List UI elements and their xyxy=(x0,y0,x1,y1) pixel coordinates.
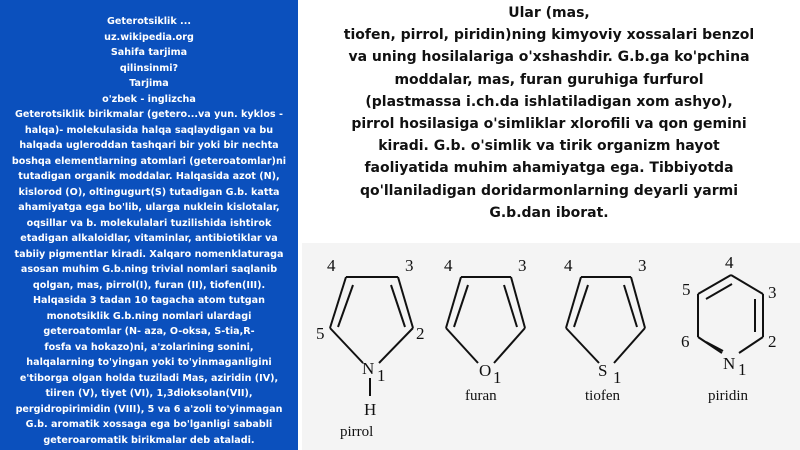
piridin-position-2: 2 xyxy=(768,332,777,351)
text-line: halqada ugleroddan tashqari bir yoki bir nechta xyxy=(19,140,279,151)
furan-position-4: 4 xyxy=(444,256,453,275)
text-line: etadigan alkaloidlar, vitaminlar, antibiotiklar va xyxy=(20,233,278,244)
text-line: qolgan, mas, pirrol(I), furan (II), tiofen(III). xyxy=(32,279,266,291)
text-line: qo'llaniladigan doridarmonlarning deyarli yarmi xyxy=(359,182,739,199)
text-line: boshqa elementlarning atomlari (geteroatomlar)ni xyxy=(11,155,287,167)
piridin-heteroatom-index: 1 xyxy=(738,360,747,379)
text-line: Geterotsiklik ... xyxy=(107,16,191,27)
pirrol-heteroatom-index: 1 xyxy=(377,366,386,385)
piridin-position-4: 4 xyxy=(725,253,734,272)
text-line: tutadigan organik moddalar. Halqasida azot (N), xyxy=(18,171,280,182)
text-line: asosan muhim G.b.ning trivial nomlari saqlanib xyxy=(20,264,278,275)
pirrol-position-3: 3 xyxy=(405,256,414,275)
piridin-position-5: 5 xyxy=(682,280,691,299)
text-line: tiiren (V), tiyet (VI), 1,3dioksolan(VII), xyxy=(45,388,253,399)
piridin-heteroatom: N xyxy=(723,354,736,373)
piridin-position-3: 3 xyxy=(768,283,777,302)
furan-heteroatom-index: 1 xyxy=(493,368,502,387)
text-line: monotsiklik G.b.ning nomlari ulardagi xyxy=(46,310,252,322)
text-line: pirrol hosilasiga o'simliklar xlorofili va qon gemini xyxy=(351,116,747,133)
heterocycles-diagram xyxy=(302,243,800,450)
tiofen-structure xyxy=(566,277,645,363)
tiofen-heteroatom: S xyxy=(598,361,608,380)
text-line: oqsillar va b. molekulalari tuzilishida ishtirok xyxy=(26,217,272,229)
text-line: (plastmassa i.ch.da ishlatiladigan xom ashyo), xyxy=(365,93,733,110)
pirrol-position-2: 2 xyxy=(416,324,425,343)
text-line: halqalarning to'yingan yoki to'yinmaganligini xyxy=(26,357,272,368)
tiofen-position-4: 4 xyxy=(564,256,573,275)
text-line: Sahifa tarjima xyxy=(110,47,188,58)
heterocycles-figure xyxy=(302,243,800,450)
text-line: ahamiyatga ega bo'lib, ularga nuklein kislotalar, xyxy=(18,202,280,213)
wiki-snippet-panel xyxy=(0,0,298,450)
wiki-snippet-text xyxy=(4,14,294,448)
tiofen-position-3: 3 xyxy=(638,256,647,275)
pirrol-structure xyxy=(330,277,413,396)
text-line: Halqasida 3 tadan 10 tagacha atom tutgan xyxy=(33,295,265,306)
text-line: kislorod (O), oltingugurt(S) tutadigan G.b. katta xyxy=(18,186,280,198)
text-line: e'tiborga olgan holda tuziladi Mas, aziridin (IV), xyxy=(19,372,279,384)
main-text xyxy=(302,2,796,224)
tiofen-name: tiofen xyxy=(585,388,620,404)
text-line: geteroaromatik birikmalar deb ataladi. xyxy=(43,434,255,446)
text-line: Tarjima xyxy=(129,78,169,89)
tiofen-heteroatom-index: 1 xyxy=(613,368,622,387)
pirrol-name: pirrol xyxy=(340,424,374,440)
text-line: halqa)- molekulasida halqa saqlaydigan va bu xyxy=(24,124,274,136)
furan-structure xyxy=(446,277,525,363)
text-line: Ular (mas, xyxy=(508,5,590,21)
text-line: tiofen, pirrol, piridin)ning kimyoviy xossalari benzol xyxy=(343,27,755,44)
furan-name: furan xyxy=(465,388,497,404)
text-line: geteroatomlar (N- aza, O-oksa, S-tia,R- xyxy=(43,326,255,337)
furan-heteroatom: O xyxy=(479,361,492,380)
text-line: uz.wikipedia.org xyxy=(104,31,194,43)
text-line: moddalar, mas, furan guruhiga furfurol xyxy=(394,71,704,88)
pirrol-heteroatom: N xyxy=(362,359,375,378)
furan-position-3: 3 xyxy=(518,256,527,275)
pirrol-substituent: H xyxy=(364,400,377,419)
text-line: o'zbek - inglizcha xyxy=(102,93,196,105)
text-line: faoliyatida muhim ahamiyatga ega. Tibbiyotda xyxy=(364,160,734,177)
text-line: Geterotsiklik birikmalar (getero...va yun. kyklos - xyxy=(15,109,283,120)
pirrol-position-4: 4 xyxy=(327,256,336,275)
text-line: pergidropirimidin (VIII), 5 va 6 a'zoli to'yinmagan xyxy=(15,403,283,415)
piridin-name: piridin xyxy=(708,388,748,404)
text-line: G.b.dan iborat. xyxy=(489,204,609,221)
text-line: fosfa va hokazo)ni, a'zolarining sonini, xyxy=(44,341,254,353)
piridin-structure xyxy=(698,275,763,353)
text-line: qilinsinmi? xyxy=(119,62,179,74)
text-line: tabiiy pigmentlar kiradi. Xalqaro nomenklaturaga xyxy=(14,248,284,260)
piridin-position-6: 6 xyxy=(681,332,690,351)
text-line: G.b. aromatik xossaga ega bo'lganligi sababli xyxy=(25,419,273,430)
pirrol-position-5: 5 xyxy=(316,324,325,343)
text-line: kiradi. G.b. o'simlik va tirik organizm hayot xyxy=(378,138,720,155)
text-line: va uning hosilalariga o'xshashdir. G.b.ga ko'pchina xyxy=(348,49,750,66)
